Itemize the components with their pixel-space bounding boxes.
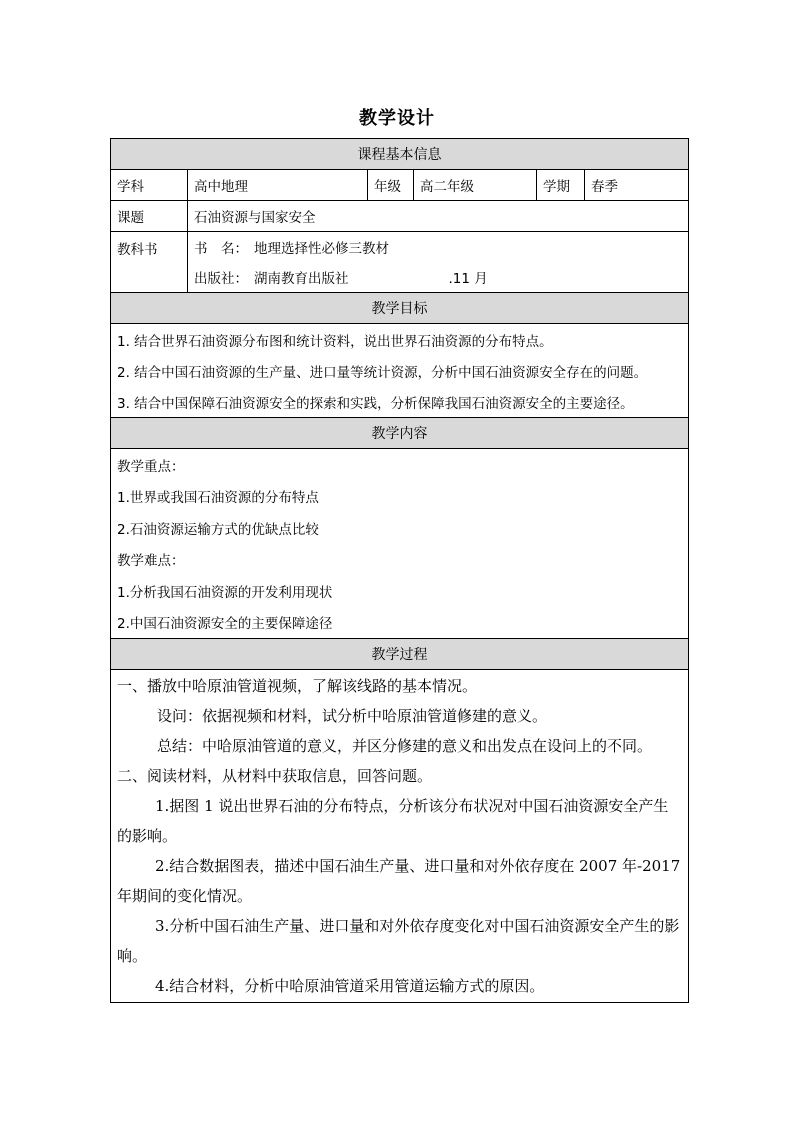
process-question: 设问：依据视频和材料，试分析中哈原油管道修建的意义。	[157, 707, 548, 725]
process-step-2: 二、阅读材料，从材料中获取信息，回答问题。	[117, 767, 433, 785]
process-step-1: 一、播放中哈原油管道视频，了解该线路的基本情况。	[117, 677, 478, 695]
section-header-basic-info: 课程基本信息	[111, 139, 689, 170]
publisher-value: 湖南教育出版社	[254, 271, 349, 287]
textbook-info	[188, 232, 689, 293]
difficult-point-item: 2.中国石油资源安全的主要保障途径	[117, 616, 333, 633]
grade-value: 高二年级	[414, 170, 537, 201]
section-header-content: 教学内容	[111, 418, 689, 449]
subject-value: 高中地理	[188, 170, 368, 201]
term-value: 春季	[585, 170, 689, 201]
process-item: 2.结合数据图表，描述中国石油生产量、进口量和对外依存度在 2007 年-2017 年期间的变化情况。	[117, 857, 681, 905]
document-title: 教学设计	[359, 108, 435, 129]
book-name-label: 书 名：	[194, 241, 248, 257]
book-name-value: 地理选择性必修三教材	[254, 241, 389, 257]
process-summary: 总结：中哈原油管道的意义，并区分修建的意义和出发点在设问上的不同。	[157, 737, 653, 755]
topic-label: 课题	[111, 201, 188, 232]
objectives-cell	[111, 324, 689, 418]
lesson-plan-table	[110, 138, 689, 1003]
textbook-label: 教科书	[111, 232, 188, 293]
process-item: 1.据图 1 说出世界石油的分布特点，分析该分布状况对中国石油资源安全产生的影响。	[117, 797, 669, 845]
difficult-point-item: 1.分析我国石油资源的开发利用现状	[117, 584, 333, 601]
grade-label: 年级	[368, 170, 414, 201]
objective-item: 3. 结合中国保障石油资源安全的探索和实践，分析保障我国石油资源安全的主要途径。	[117, 395, 634, 412]
process-item: 3.分析中国石油生产量、进口量和对外依存度变化对中国石油资源安全产生的影响。	[117, 917, 680, 965]
publish-date: .11 月	[448, 271, 488, 287]
topic-value: 石油资源与国家安全	[188, 201, 689, 232]
process-item: 4.结合材料，分析中哈原油管道采用管道运输方式的原因。	[155, 977, 545, 995]
section-header-objectives: 教学目标	[111, 293, 689, 324]
term-label: 学期	[537, 170, 585, 201]
book-name-line	[194, 232, 682, 262]
section-header-process: 教学过程	[111, 639, 689, 670]
objective-item: 1. 结合世界石油资源分布图和统计资料，说出世界石油资源的分布特点。	[117, 333, 553, 350]
content-cell	[111, 449, 689, 639]
key-points-label: 教学重点：	[117, 458, 185, 475]
process-cell	[111, 670, 689, 1003]
difficult-points-label: 教学难点：	[117, 553, 185, 570]
objective-item: 2. 结合中国石油资源的生产量、进口量等统计资源，分析中国石油资源安全存在的问题。	[117, 364, 648, 381]
key-point-item: 2.石油资源运输方式的优缺点比较	[117, 521, 319, 538]
subject-label: 学科	[111, 170, 188, 201]
key-point-item: 1.世界或我国石油资源的分布特点	[117, 490, 319, 507]
publisher-line	[194, 262, 682, 292]
publisher-label: 出版社：	[194, 271, 248, 287]
